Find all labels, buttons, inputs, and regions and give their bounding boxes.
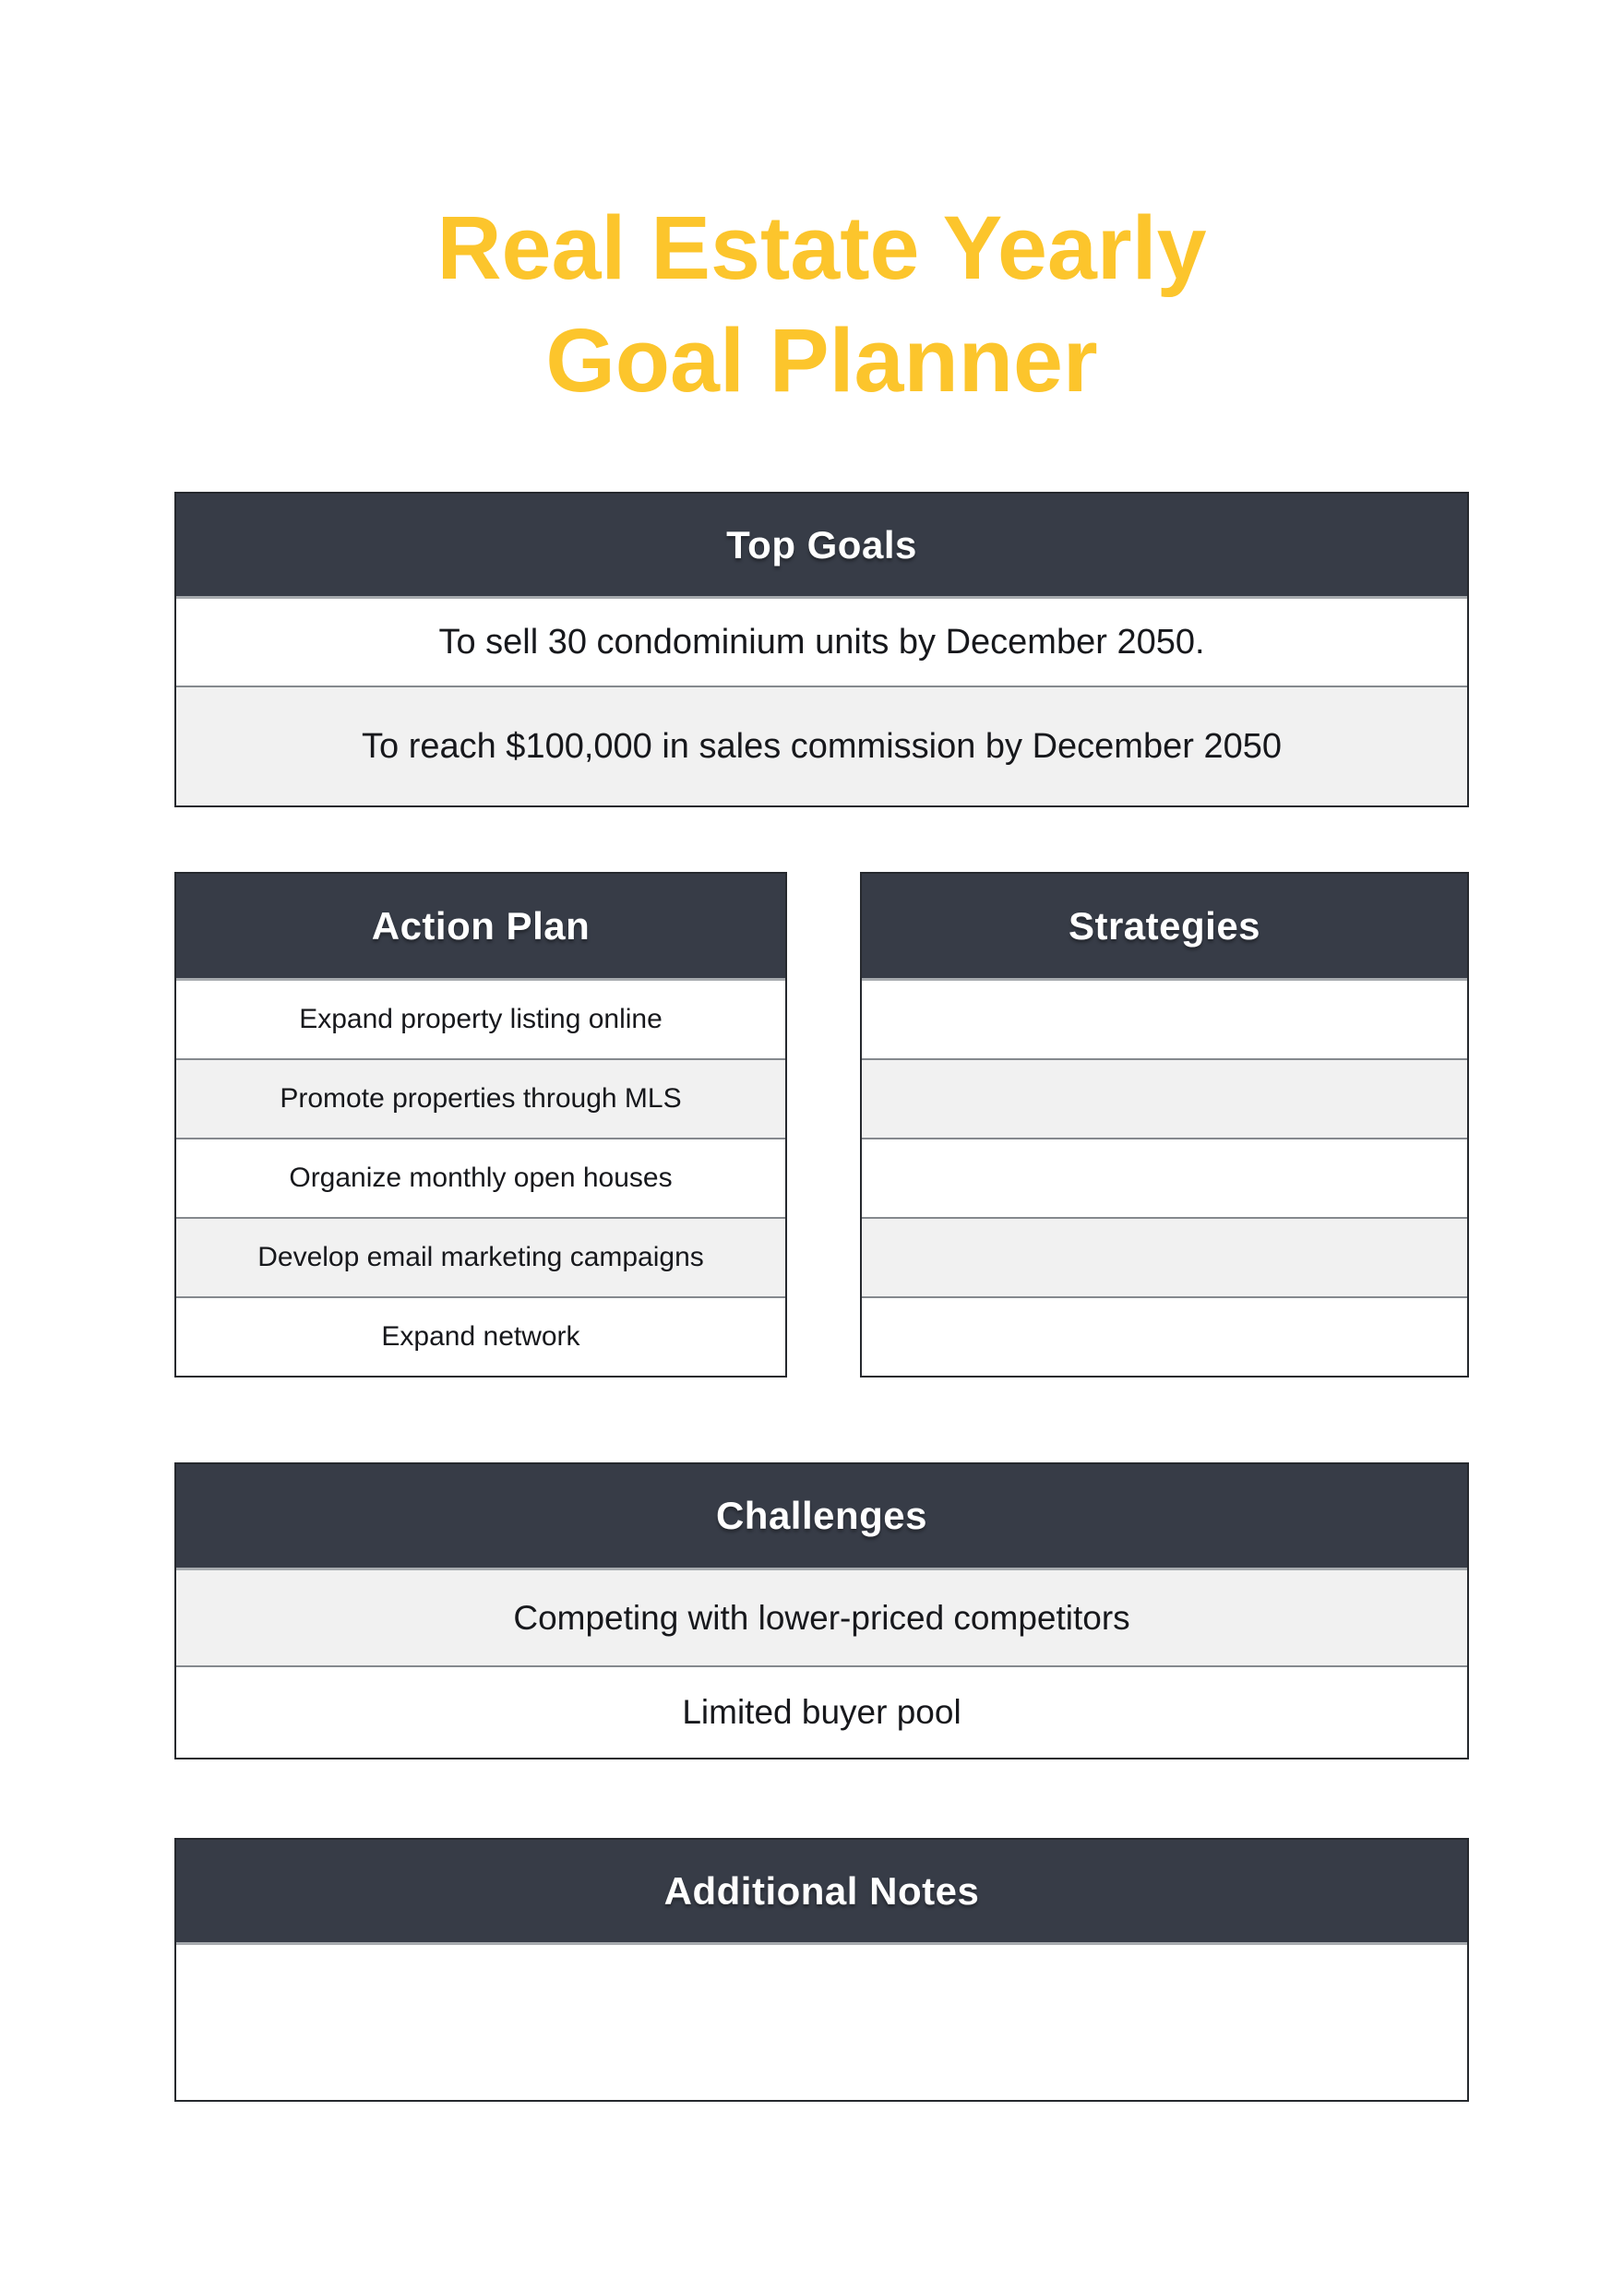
strategies-row-3 (862, 1138, 1467, 1217)
strategies-row-1 (862, 981, 1467, 1058)
strategies-row-5 (862, 1296, 1467, 1376)
additional-notes-header (176, 1840, 1467, 1945)
strategies-header (862, 874, 1467, 981)
action-plan-header-label: Action Plan (371, 903, 591, 948)
page-title (174, 192, 1469, 417)
strategies-table (860, 872, 1469, 1378)
challenges-header-label: Challenges (715, 1494, 928, 1537)
additional-notes-header-label: Additional Notes (663, 1868, 980, 1913)
challenges-row-2: Limited buyer pool (176, 1665, 1467, 1758)
strategies-row-2 (862, 1058, 1467, 1138)
action-plan-row-5: Expand network (176, 1296, 785, 1376)
top-goals-row-1: To sell 30 condominium units by December 2050. (176, 599, 1467, 686)
additional-notes-table (174, 1838, 1469, 2102)
action-plan-table (174, 872, 787, 1378)
top-goals-header-label: Top Goals (726, 522, 917, 567)
challenges-row-1: Competing with lower-priced competitors (176, 1570, 1467, 1665)
strategies-row-4 (862, 1217, 1467, 1296)
strategies-header-label: Strategies (1068, 903, 1261, 948)
top-goals-row-2: To reach $100,000 in sales commission by December 2050 (176, 686, 1467, 805)
top-goals-table (174, 492, 1469, 807)
additional-notes-body (176, 1945, 1467, 2100)
action-plan-header (176, 874, 785, 981)
action-plan-row-3: Organize monthly open houses (176, 1138, 785, 1217)
page-title-line-2: Goal Planner (545, 310, 1098, 411)
challenges-table (174, 1462, 1469, 1759)
top-goals-header (176, 494, 1467, 599)
action-plan-row-4: Develop email marketing campaigns (176, 1217, 785, 1296)
challenges-header (176, 1464, 1467, 1570)
action-plan-row-2: Promote properties through MLS (176, 1058, 785, 1138)
page-title-line-1: Real Estate Yearly (436, 197, 1207, 298)
action-plan-row-1: Expand property listing online (176, 981, 785, 1058)
